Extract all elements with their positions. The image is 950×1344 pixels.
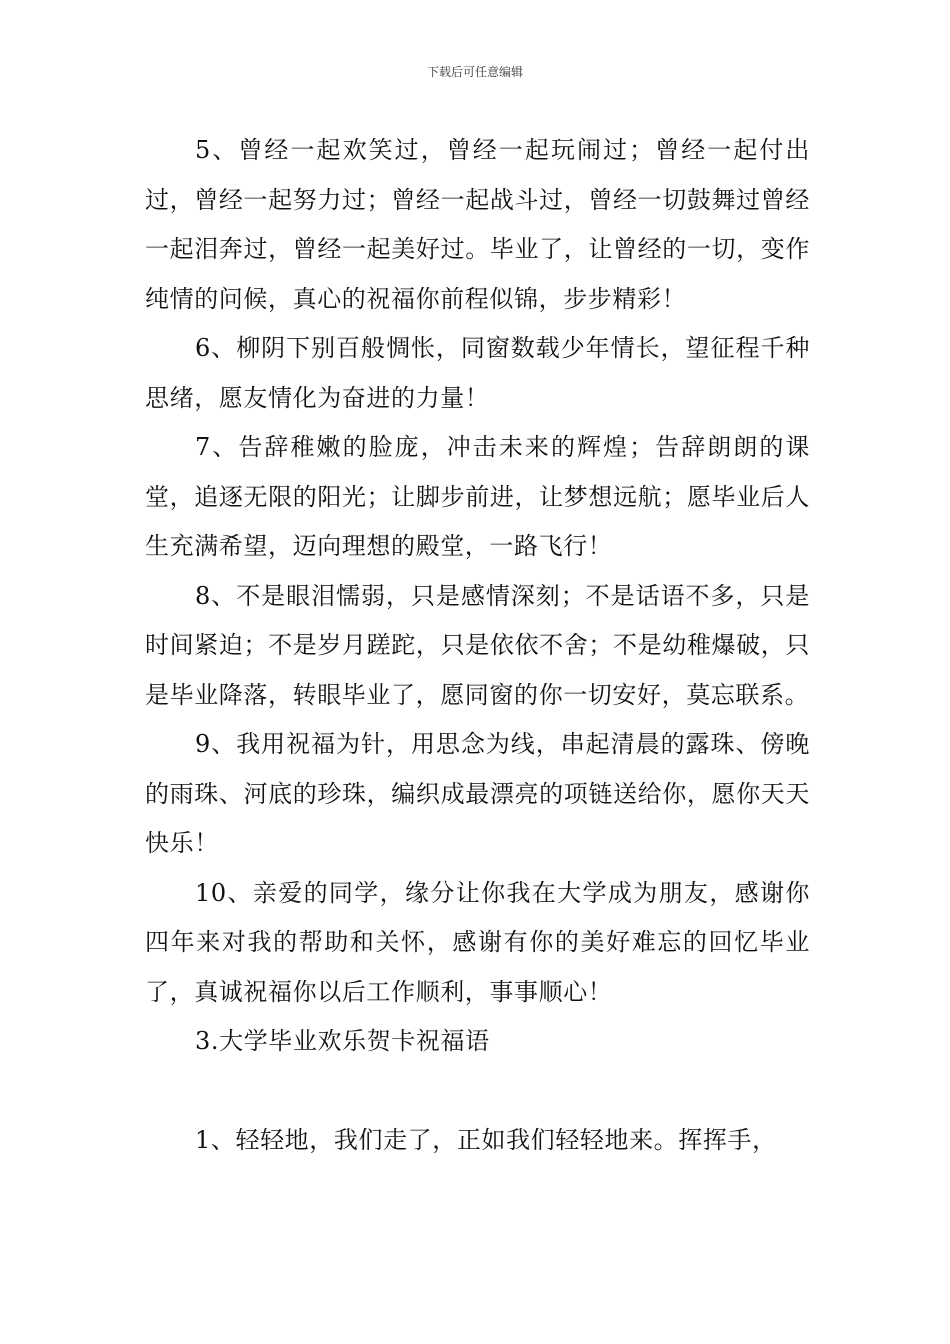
section-paragraph-1: 1、轻轻地，我们走了，正如我们轻轻地来。挥挥手， <box>195 1126 777 1154</box>
blessing-paragraph-8: 8、不是眼泪懦弱，只是感情深刻；不是话语不多，只是时间紧迫；不是岁月蹉跎，只是依依不舍；不是幼稚爆破，只是毕业降落，转眼毕业了，愿同窗的你一切安好，莫忘联系。 <box>145 581 810 709</box>
document-body <box>145 126 810 1166</box>
blessing-paragraph-9: 9、我用祝福为针，用思念为线，串起清晨的露珠、傍晚的雨珠、河底的珍珠，编织成最漂亮的项链送给你，愿你天天快乐！ <box>145 730 810 857</box>
blessing-paragraph-5: 5、曾经一起欢笑过，曾经一起玩闹过；曾经一起付出过，曾经一起努力过；曾经一起战斗过，曾经一切鼓舞过曾经一起泪奔过，曾经一起美好过。毕业了，让曾经的一切，变作纯情的问候，真心的祝福你前程似锦，步步精彩！ <box>145 136 810 313</box>
page-header-note: 下载后可任意编辑 <box>426 65 523 79</box>
blessing-paragraph-7: 7、告辞稚嫩的脸庞，冲击未来的辉煌；告辞朗朗的课堂，追逐无限的阳光；让脚步前进，让梦想远航；愿毕业后人生充满希望，迈向理想的殿堂，一路飞行！ <box>145 433 810 560</box>
blessing-paragraph-6: 6、柳阴下别百般惆怅，同窗数载少年情长，望征程千种思绪，愿友情化为奋进的力量！ <box>145 334 810 412</box>
section-heading: 3.大学毕业欢乐贺卡祝福语 <box>195 1027 490 1055</box>
blank-line <box>145 1067 810 1117</box>
blessing-paragraph-10: 10、亲爱的同学，缘分让你我在大学成为朋友，感谢你四年来对我的帮助和关怀，感谢有你的美好难忘的回忆毕业了，真诚祝福你以后工作顺利，事事顺心！ <box>145 878 810 1006</box>
